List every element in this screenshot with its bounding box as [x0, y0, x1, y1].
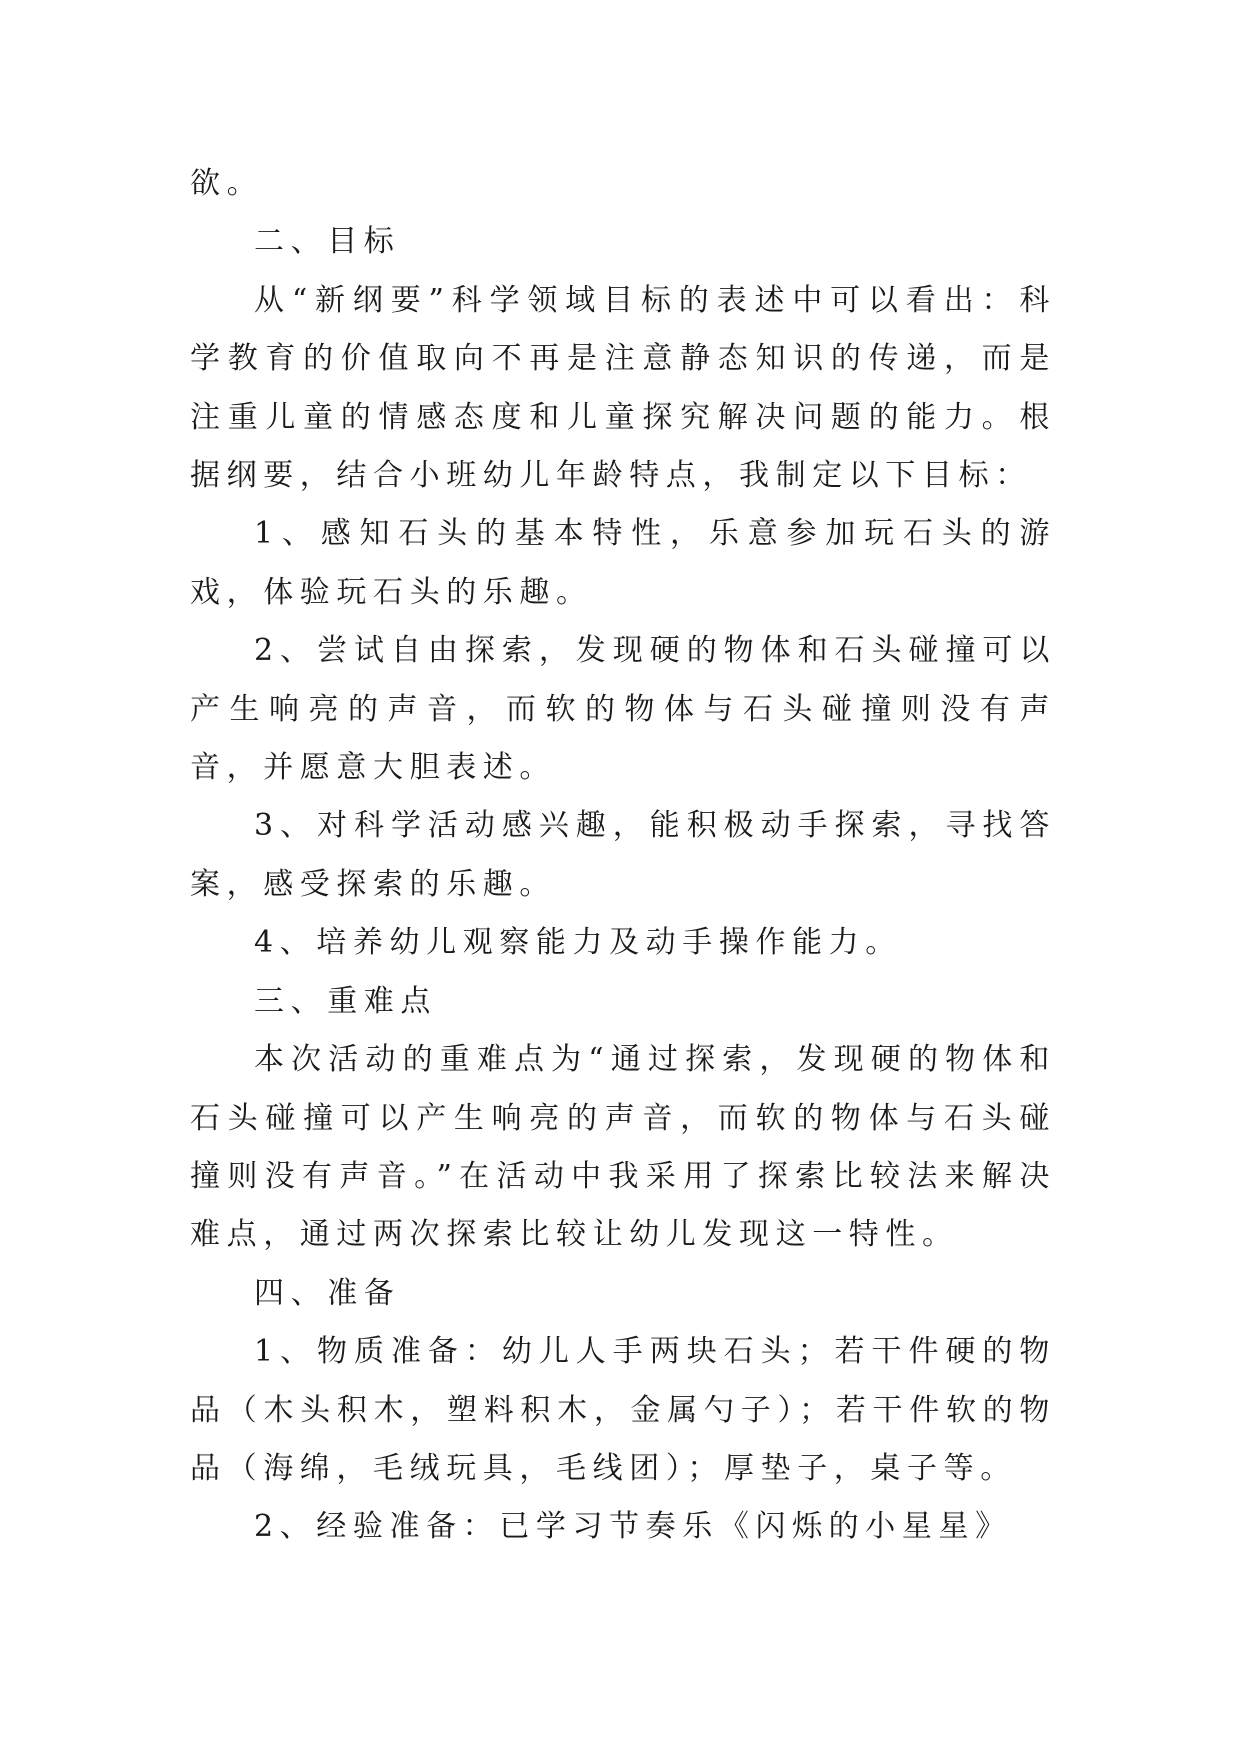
goal-item-2: 2、尝试自由探索，发现硬的物体和石头碰撞可以产生响亮的声音，而软的物体与石头碰撞则没有声音，并愿意大胆表述。	[190, 633, 1056, 786]
preparation-item-2: 2、经验准备：已学习节奏乐《闪烁的小星星》	[254, 1509, 1012, 1545]
goal-item-3: 3、对科学活动感兴趣，能积极动手探索，寻找答案，感受探索的乐趣。	[190, 808, 1056, 902]
section-heading-preparation: 四、准备	[254, 1275, 401, 1311]
paragraph-goals-intro: 从“新纲要”科学领域目标的表述中可以看出：科学教育的价值取向不再是注意静态知识的传递，而是注重儿童的情感态度和儿童探究解决问题的能力。根据纲要，结合小班幼儿年龄特点，我制定以下目标：	[190, 282, 1056, 494]
goal-item-4: 4、培养幼儿观察能力及动手操作能力。	[254, 925, 902, 961]
preparation-item-1: 1、物质准备：幼儿人手两块石头；若干件硬的物品（木头积木，塑料积木，金属勺子）；若干件软的物品（海绵，毛绒玩具，毛线团）；厚垫子，桌子等。	[190, 1334, 1056, 1486]
section-heading-goals: 二、目标	[254, 224, 401, 260]
goal-item-1: 1、感知石头的基本特性，乐意参加玩石头的游戏，体验玩石头的乐趣。	[190, 516, 1056, 610]
section-heading-key-points: 三、重难点	[254, 983, 437, 1019]
paragraph-continuation: 欲。	[190, 166, 264, 201]
document-page	[190, 155, 1056, 1557]
paragraph-key-points: 本次活动的重难点为“通过探索，发现硬的物体和石头碰撞可以产生响亮的声音，而软的物体与石头碰撞则没有声音。”在活动中我采用了探索比较法来解决难点，通过两次探索比较让幼儿发现这一特性。	[190, 1042, 1056, 1253]
